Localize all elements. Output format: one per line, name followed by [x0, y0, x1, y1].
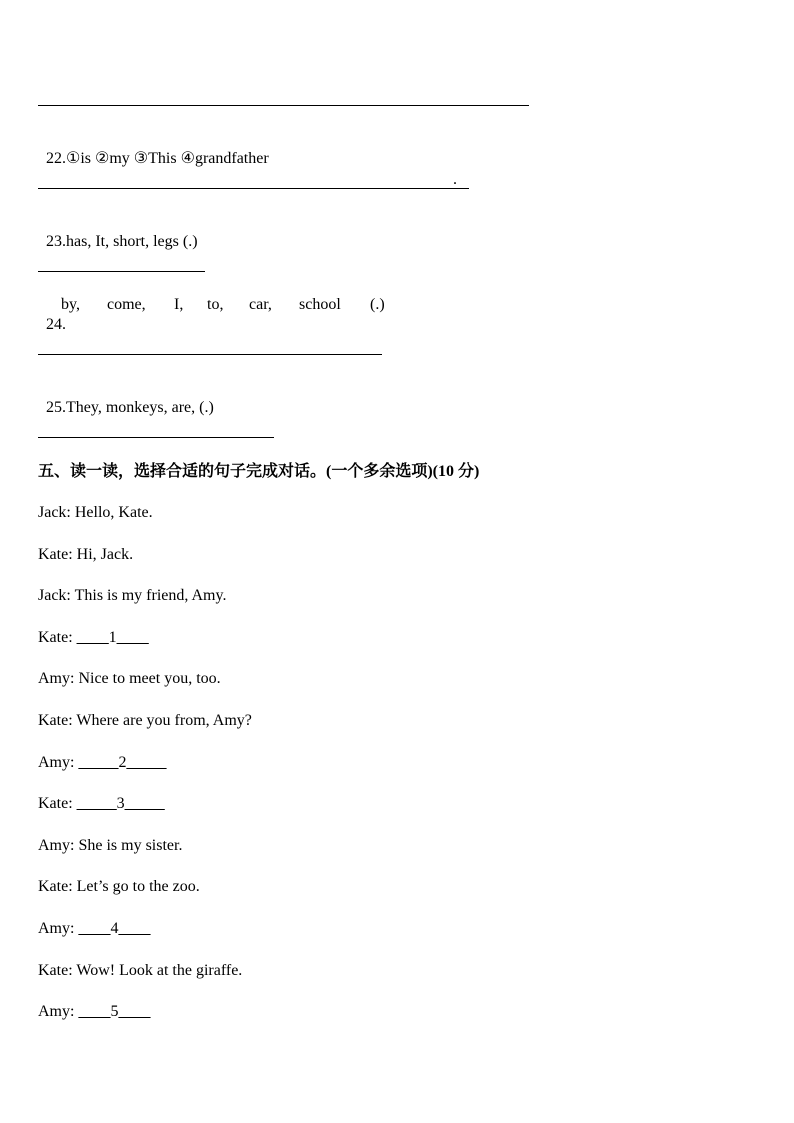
question-number: 24.	[46, 316, 66, 333]
section-title: 五、读一读，选择合适的句子完成对话。(一个多余选项)(10 分)	[38, 463, 480, 480]
speaker: Amy:	[38, 1003, 75, 1020]
question-number: 25.	[46, 399, 66, 416]
dialogue-line	[38, 753, 166, 773]
speaker: Jack:	[38, 587, 71, 604]
blank-underscore: _____	[76, 795, 117, 812]
blank-number: 5	[110, 1003, 119, 1020]
dialogue-text: Wow! Look at the giraffe.	[76, 962, 243, 979]
question-text: has, It, short, legs (.)	[66, 233, 198, 250]
answer-blank-2[interactable]	[78, 753, 166, 773]
blank-underscore: _____	[124, 795, 165, 812]
question-number: 22.	[46, 150, 66, 167]
blank-number: 3	[116, 795, 125, 812]
dialogue-text: She is my sister.	[78, 837, 183, 854]
answer-blank-5[interactable]	[78, 1002, 150, 1022]
blank-underscore: _____	[126, 754, 167, 771]
blank-underscore: ____	[116, 629, 149, 646]
answer-line-25[interactable]	[38, 437, 274, 438]
answer-line-24[interactable]	[38, 354, 382, 355]
question-22	[38, 129, 269, 169]
dialogue-line	[38, 711, 252, 731]
dialogue-text: Hello, Kate.	[74, 504, 153, 521]
blank-number: 1	[108, 629, 117, 646]
answer-end-mark: .	[453, 171, 457, 188]
speaker: Kate:	[38, 546, 73, 563]
speaker: Kate:	[38, 795, 73, 812]
dialogue-line	[38, 961, 242, 981]
answer-blank-3[interactable]	[77, 794, 165, 814]
blank-underscore: _____	[78, 754, 119, 771]
dialogue-line	[38, 1002, 150, 1022]
answer-line-23[interactable]	[38, 271, 205, 272]
question-24-word: school	[299, 296, 341, 313]
dialogue-text: Let’s go to the zoo.	[76, 878, 200, 895]
dialogue-line	[38, 836, 182, 856]
speaker: Amy:	[38, 920, 75, 937]
dialogue-text: Hi, Jack.	[76, 546, 134, 563]
blank-underscore: ____	[118, 920, 151, 937]
dialogue-line	[38, 919, 150, 939]
speaker: Kate:	[38, 712, 73, 729]
dialogue-text: Where are you from, Amy?	[76, 712, 252, 729]
question-24-word: to,	[207, 296, 224, 313]
dialogue-text: This is my friend, Amy.	[74, 587, 227, 604]
dialogue-line	[38, 628, 149, 648]
blank-underscore: ____	[78, 920, 111, 937]
question-24-word: come,	[107, 296, 146, 313]
speaker: Kate:	[38, 878, 73, 895]
dialogue-line	[38, 586, 226, 606]
speaker: Amy:	[38, 670, 75, 687]
dialogue-line	[38, 877, 200, 897]
dialogue-line	[38, 545, 133, 565]
speaker: Amy:	[38, 837, 75, 854]
question-24-word: I,	[174, 296, 184, 313]
question-text: They, monkeys, are, (.)	[66, 399, 214, 416]
dialogue-line	[38, 794, 165, 814]
blank-underscore: ____	[76, 629, 109, 646]
question-24-word: car,	[249, 296, 272, 313]
question-text: ①is ②my ③This ④grandfather	[66, 150, 269, 167]
dialogue-line	[38, 669, 221, 689]
question-24-word: by,	[61, 296, 80, 313]
speaker: Jack:	[38, 504, 71, 521]
question-number: 23.	[46, 233, 66, 250]
answer-line-22[interactable]	[38, 188, 469, 189]
speaker: Kate:	[38, 629, 73, 646]
question-24-word: (.)	[370, 296, 385, 313]
speaker: Kate:	[38, 962, 73, 979]
dialogue-text: Nice to meet you, too.	[78, 670, 221, 687]
question-25	[38, 378, 214, 418]
speaker: Amy:	[38, 754, 75, 771]
blank-number: 4	[110, 920, 119, 937]
blank-underscore: ____	[118, 1003, 151, 1020]
answer-line-21[interactable]	[38, 105, 529, 106]
answer-blank-1[interactable]	[77, 628, 149, 648]
answer-blank-4[interactable]	[78, 919, 150, 939]
dialogue-line	[38, 503, 153, 523]
question-23	[38, 212, 198, 252]
blank-number: 2	[118, 754, 127, 771]
blank-underscore: ____	[78, 1003, 111, 1020]
